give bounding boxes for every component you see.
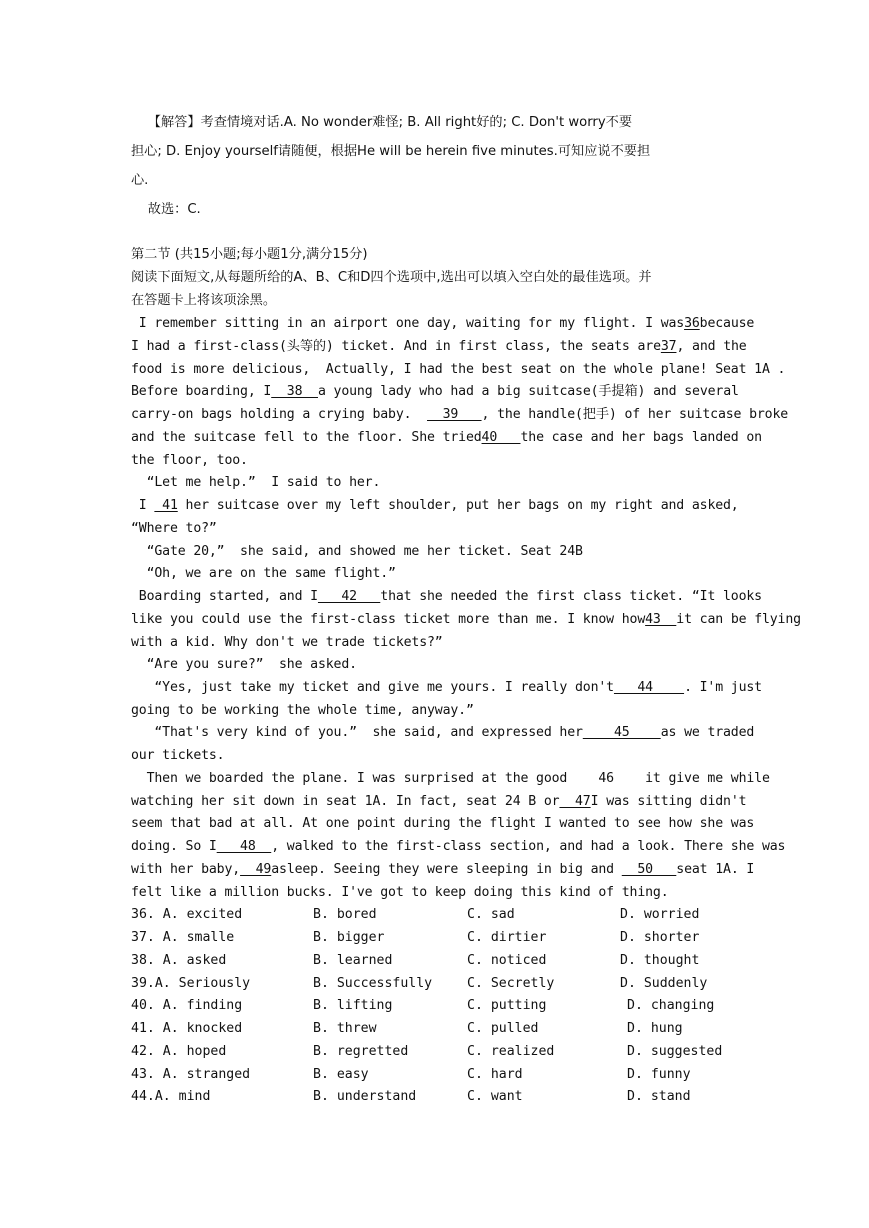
- option-c: C. want: [467, 1089, 523, 1104]
- option-c: C. hard: [467, 1067, 523, 1082]
- text: her suitcase over my left shoulder, put her bags on my right and asked,: [177, 498, 739, 513]
- text: that she needed the first class ticket. “It looks: [380, 589, 762, 604]
- text: I had a first-class(头等的) ticket. And in first class, the seats are: [131, 339, 661, 354]
- text: as we traded: [660, 725, 755, 740]
- passage-line: the floor, too.: [131, 453, 248, 468]
- text: the case and her bags landed on: [520, 430, 762, 445]
- option-c: C. dirtier: [467, 930, 547, 945]
- passage-line: Then we boarded the plane. I was surprised at the good 46 it give me while: [131, 771, 770, 786]
- option-a: 43. A. stranged: [131, 1067, 251, 1082]
- section-title: 第二节 (共15小题;每小题1分,满分15分): [131, 247, 368, 262]
- option-c: C. pulled: [467, 1021, 539, 1036]
- passage-line: our tickets.: [131, 748, 225, 763]
- option-b: B. regretted: [313, 1044, 409, 1059]
- section-instruction-2: 在答题卡上将该项涂黑。: [131, 293, 277, 308]
- passage-line: going to be working the whole time, anyway.”: [131, 703, 474, 718]
- passage-line: seem that bad at all. At one point during the flight I wanted to see how she was: [131, 816, 755, 831]
- option-b: B. understand: [313, 1089, 417, 1104]
- passage-line: [131, 338, 747, 356]
- passage-line: [131, 724, 754, 742]
- passage-line: [131, 611, 801, 629]
- blank-37: 37: [660, 339, 677, 354]
- blank-45: 45: [582, 725, 661, 740]
- option-b: B. lifting: [313, 998, 393, 1013]
- option-b: B. easy: [313, 1067, 369, 1082]
- option-row-43: [131, 1066, 691, 1084]
- text: I remember sitting in an airport one day, waiting for my flight. I was: [131, 316, 685, 331]
- blank-40: 40: [481, 430, 521, 445]
- passage-line: “Oh, we are on the same flight.”: [131, 566, 396, 581]
- option-b: B. threw: [313, 1021, 377, 1036]
- passage-line: [131, 497, 739, 515]
- option-c: C. Secretly: [467, 976, 555, 991]
- option-d: D. stand: [627, 1089, 691, 1104]
- blank-39: 39: [427, 407, 482, 422]
- blank-44: 44: [613, 680, 685, 695]
- option-row-36: [131, 906, 700, 924]
- option-a: 42. A. hoped: [131, 1044, 227, 1059]
- text: a young lady who had a big suitcase(手提箱) and several: [317, 384, 739, 399]
- option-a: 41. A. knocked: [131, 1021, 243, 1036]
- text: doing. So I: [131, 839, 217, 854]
- text: , and the: [676, 339, 747, 354]
- option-c: C. realized: [467, 1044, 555, 1059]
- text: , the handle(把手) of her suitcase broke: [481, 407, 789, 422]
- blank-50: 50: [621, 862, 677, 877]
- passage-line: [131, 838, 785, 856]
- passage-line: felt like a million bucks. I've got to keep doing this kind of thing.: [131, 885, 669, 900]
- option-b: B. Successfully: [313, 976, 433, 991]
- passage-line: [131, 383, 739, 401]
- text: it can be flying: [676, 612, 801, 627]
- blank-38: 38: [271, 384, 318, 399]
- text: with her baby,: [131, 862, 241, 877]
- option-row-41: [131, 1020, 683, 1038]
- section-instruction-1: 阅读下面短文,从每题所给的A、B、C和D四个选项中,选出可以填入空白处的最佳选项。并: [131, 270, 652, 285]
- text: I: [131, 498, 155, 513]
- option-row-38: [131, 952, 700, 970]
- option-c: C. noticed: [467, 953, 547, 968]
- text: Before boarding, I: [131, 384, 272, 399]
- option-b: B. bigger: [313, 930, 385, 945]
- passage-line: [131, 861, 754, 879]
- option-row-42: [131, 1043, 723, 1061]
- text: asleep. Seeing they were sleeping in big and: [271, 862, 622, 877]
- text: and the suitcase fell to the floor. She tried: [131, 430, 482, 445]
- blank-48: 48: [216, 839, 272, 854]
- passage-line: [131, 315, 754, 333]
- option-a: 37. A. smalle: [131, 930, 235, 945]
- text: I was sitting didn't: [590, 794, 747, 809]
- option-d: D. changing: [627, 998, 715, 1013]
- blank-49: 49: [240, 862, 272, 877]
- text: “That's very kind of you.” she said, and expressed her: [131, 725, 583, 740]
- option-b: B. learned: [313, 953, 393, 968]
- option-d: D. worried: [620, 907, 700, 922]
- answer-line-1: 【解答】考查情境对话.A. No wonder难怪; B. All right好的; C. Don't worry不要: [131, 115, 633, 130]
- passage-line: food is more delicious, Actually, I had the best seat on the whole plane! Seat 1A .: [131, 362, 786, 377]
- passage-line: [131, 429, 762, 447]
- passage-line: [131, 679, 762, 697]
- text: because: [699, 316, 755, 331]
- passage-line: “Gate 20,” she said, and showed me her ticket. Seat 24B: [131, 544, 583, 559]
- option-d: D. hung: [627, 1021, 683, 1036]
- passage-line: [131, 793, 746, 811]
- option-a: 38. A. asked: [131, 953, 227, 968]
- text: seat 1A. I: [676, 862, 755, 877]
- option-a: 40. A. finding: [131, 998, 243, 1013]
- option-d: D. Suddenly: [620, 976, 708, 991]
- option-d: D. shorter: [620, 930, 700, 945]
- option-d: D. thought: [620, 953, 700, 968]
- answer-choice: 故选：C.: [131, 202, 201, 217]
- option-a: 44.A. mind: [131, 1089, 211, 1104]
- blank-43: 43: [645, 612, 677, 627]
- option-c: C. sad: [467, 907, 515, 922]
- option-d: D. suggested: [627, 1044, 723, 1059]
- text: Boarding started, and I: [131, 589, 318, 604]
- passage-line: “Where to?”: [131, 521, 217, 536]
- passage-line: [131, 588, 762, 606]
- blank-36: 36: [684, 316, 700, 331]
- answer-line-2: 担心; D. Enjoy yourself请随便，根据He will be herein five minutes.可知应说不要担: [131, 144, 651, 159]
- option-a: 39.A. Seriously: [131, 976, 251, 991]
- passage-line: “Let me help.” I said to her.: [131, 475, 381, 490]
- option-c: C. putting: [467, 998, 547, 1013]
- blank-41: 41: [154, 498, 178, 513]
- passage-line: with a kid. Why don't we trade tickets?”: [131, 635, 443, 650]
- text: “Yes, just take my ticket and give me yours. I really don't: [131, 680, 614, 695]
- answer-line-3: 心.: [131, 173, 149, 188]
- passage-line: “Are you sure?” she asked.: [131, 657, 357, 672]
- passage-line: [131, 406, 788, 424]
- text: , walked to the first-class section, and had a look. There she was: [271, 839, 786, 854]
- blank-47: 47: [559, 794, 591, 809]
- option-b: B. bored: [313, 907, 377, 922]
- text: like you could use the first-class ticket more than me. I know how: [131, 612, 646, 627]
- option-row-37: [131, 929, 700, 947]
- text: carry-on bags holding a crying baby.: [131, 407, 428, 422]
- text: . I'm just: [684, 680, 762, 695]
- option-a: 36. A. excited: [131, 907, 243, 922]
- option-row-40: [131, 997, 715, 1015]
- blank-42: 42: [317, 589, 381, 604]
- option-row-39: [131, 975, 708, 993]
- option-row-44: [131, 1088, 691, 1106]
- option-d: D. funny: [627, 1067, 691, 1082]
- text: watching her sit down in seat 1A. In fact, seat 24 B or: [131, 794, 560, 809]
